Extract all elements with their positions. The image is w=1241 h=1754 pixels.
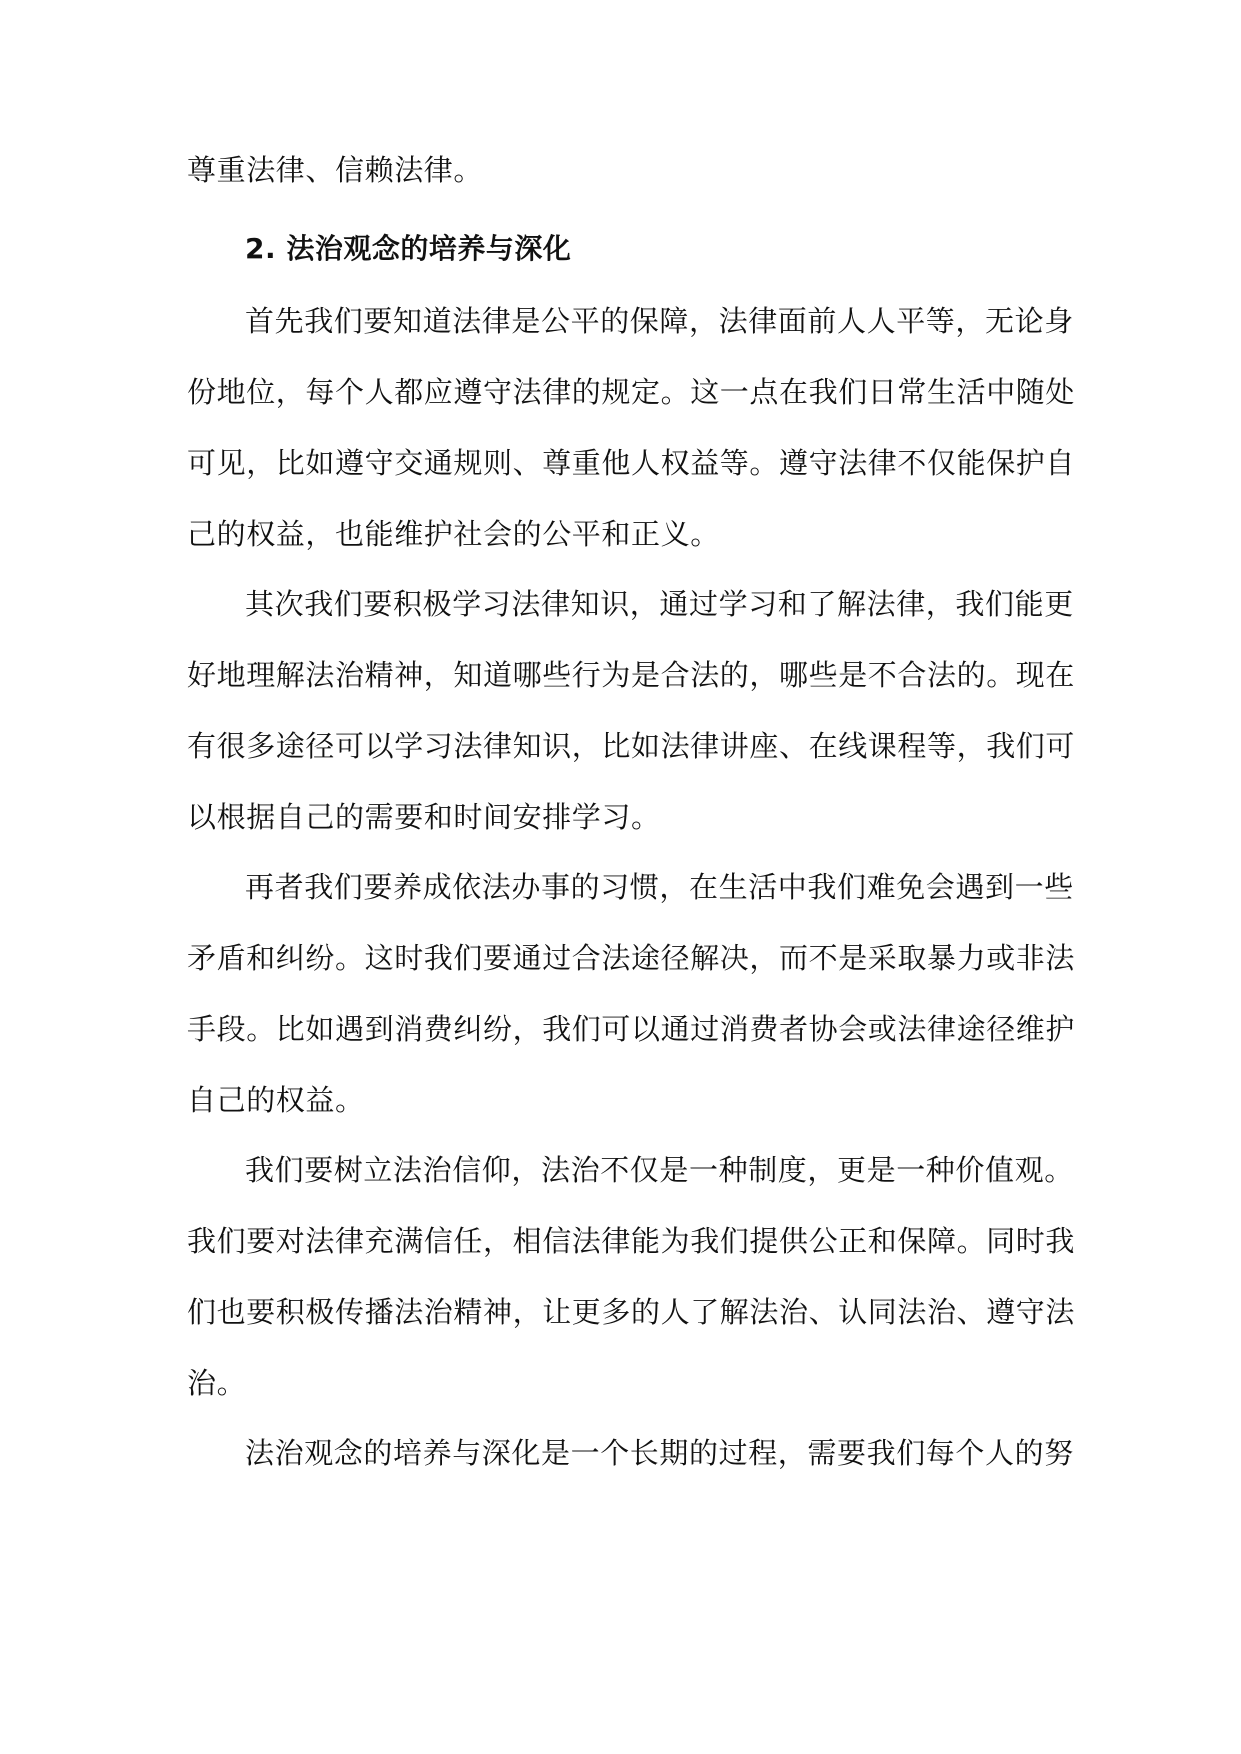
- paragraph-line: 首先我们要知道法律是公平的保障，法律面前人人平等，无论身: [245, 304, 1074, 338]
- paragraph-line: 治。: [187, 1366, 247, 1400]
- paragraph-line: 可见，比如遵守交通规则、尊重他人权益等。遵守法律不仅能保护自: [187, 446, 1076, 480]
- opening-line: 尊重法律、信赖法律。: [187, 153, 484, 187]
- paragraph-line: 自己的权益。: [187, 1083, 365, 1117]
- paragraph-line: 再者我们要养成依法办事的习惯，在生活中我们难免会遇到一些: [245, 870, 1074, 904]
- paragraph-line: 们也要积极传播法治精神，让更多的人了解法治、认同法治、遵守法: [187, 1295, 1076, 1329]
- paragraph-line: 矛盾和纠纷。这时我们要通过合法途径解决，而不是采取暴力或非法: [187, 941, 1076, 975]
- paragraph-line: 其次我们要积极学习法律知识，通过学习和了解法律，我们能更: [245, 587, 1074, 621]
- paragraph-line: 法治观念的培养与深化是一个长期的过程，需要我们每个人的努: [245, 1436, 1074, 1470]
- paragraph-line: 我们要树立法治信仰，法治不仅是一种制度，更是一种价值观。: [245, 1153, 1074, 1187]
- paragraph-line: 好地理解法治精神，知道哪些行为是合法的，哪些是不合法的。现在: [187, 658, 1076, 692]
- paragraph-line: 以根据自己的需要和时间安排学习。: [187, 800, 661, 834]
- paragraph-line: 有很多途径可以学习法律知识，比如法律讲座、在线课程等，我们可: [187, 729, 1076, 763]
- paragraph-line: 手段。比如遇到消费纠纷，我们可以通过消费者协会或法律途径维护: [187, 1012, 1076, 1046]
- paragraph-line: 份地位，每个人都应遵守法律的规定。这一点在我们日常生活中随处: [187, 375, 1076, 409]
- paragraph-line: 我们要对法律充满信任，相信法律能为我们提供公正和保障。同时我: [187, 1224, 1076, 1258]
- section-heading: 2. 法治观念的培养与深化: [245, 232, 572, 265]
- paragraph-line: 己的权益，也能维护社会的公平和正义。: [187, 517, 720, 551]
